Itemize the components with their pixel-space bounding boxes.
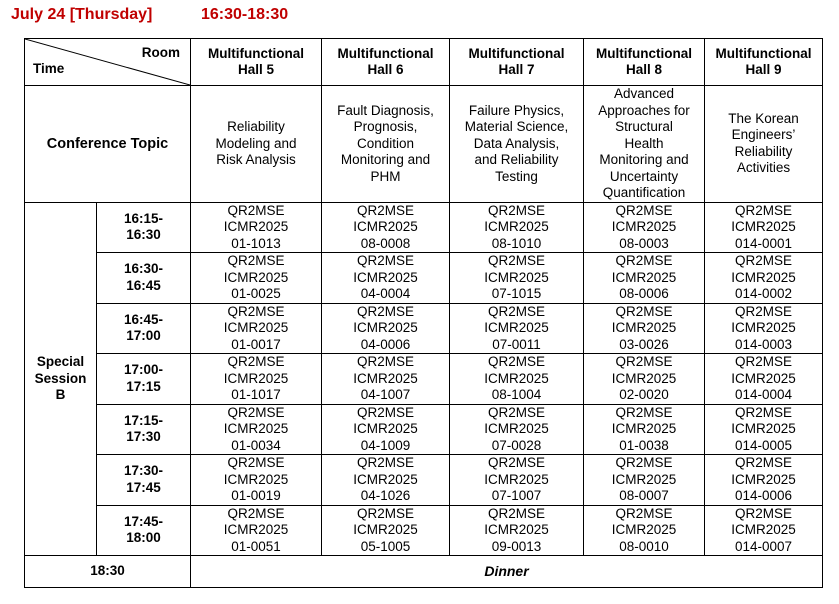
paper-prefix-line2: ICMR2025 <box>223 269 289 285</box>
paper-cell <box>450 455 584 506</box>
topic-line: Activities <box>736 160 791 176</box>
paper-cell <box>322 455 450 506</box>
paper-prefix-line2: ICMR2025 <box>223 320 289 335</box>
hall-header-line2: Hall 9 <box>745 62 782 77</box>
topic-line: Monitoring and <box>599 152 689 167</box>
paper-prefix-line1: QR2MSE <box>734 455 792 470</box>
paper-prefix-line2: ICMR2025 <box>353 471 418 487</box>
hall-header <box>191 39 322 86</box>
paper-code: 08-1004 <box>491 387 542 402</box>
paper-prefix-line1: QR2MSE <box>615 404 673 420</box>
paper-prefix-line1: QR2MSE <box>227 202 285 218</box>
paper-prefix-line1: QR2MSE <box>734 354 792 369</box>
paper-code: 08-0010 <box>619 538 669 554</box>
paper-prefix-line1: QR2MSE <box>487 404 545 420</box>
hall-header-line1: Multifunctional <box>715 45 812 61</box>
heading-time-range: 16:30-18:30 <box>201 6 289 23</box>
paper-code: 07-0011 <box>492 336 541 352</box>
paper-prefix-line1: QR2MSE <box>227 505 285 521</box>
paper-prefix-line1: QR2MSE <box>356 202 414 218</box>
topic-line: Approaches for <box>598 102 690 118</box>
paper-code: 04-1026 <box>360 488 411 503</box>
paper-prefix-line1: QR2MSE <box>615 303 673 319</box>
topic-line: Reliability <box>734 143 793 159</box>
table-row <box>25 202 823 253</box>
paper-prefix-line2: ICMR2025 <box>484 522 549 537</box>
corner-cell <box>25 39 191 86</box>
hall-header <box>584 39 705 86</box>
slot-time <box>97 354 191 405</box>
paper-cell <box>450 354 584 405</box>
session-label-line: B <box>55 387 66 402</box>
paper-prefix-line1: QR2MSE <box>227 354 285 369</box>
paper-code: 07-1015 <box>491 286 542 301</box>
paper-prefix-line2: ICMR2025 <box>611 370 677 386</box>
paper-code: 01-1017 <box>231 387 281 402</box>
paper-code: 014-0006 <box>734 488 793 503</box>
paper-cell <box>322 505 450 556</box>
paper-prefix-line2: ICMR2025 <box>353 522 418 537</box>
paper-code: 08-0008 <box>360 235 411 251</box>
topic-cell <box>191 86 322 203</box>
table-row <box>25 253 823 304</box>
paper-prefix-line2: ICMR2025 <box>353 320 418 335</box>
footer-row <box>25 556 823 588</box>
paper-cell <box>584 404 705 455</box>
paper-prefix-line1: QR2MSE <box>356 505 414 521</box>
paper-prefix-line1: QR2MSE <box>356 303 414 319</box>
topic-line: Data Analysis, <box>473 135 560 151</box>
paper-code: 04-1009 <box>360 437 411 453</box>
paper-code: 04-0004 <box>360 286 411 301</box>
paper-code: 01-1013 <box>231 235 281 251</box>
paper-code: 09-0013 <box>491 538 542 554</box>
table-row <box>25 505 823 556</box>
paper-prefix-line1: QR2MSE <box>227 303 285 319</box>
paper-prefix-line2: ICMR2025 <box>223 421 289 436</box>
slot-time-start: 16:30- <box>123 261 164 277</box>
paper-code: 04-1007 <box>360 387 411 402</box>
paper-cell <box>450 253 584 304</box>
hall-header-line1: Multifunctional <box>337 45 434 61</box>
paper-prefix-line1: QR2MSE <box>356 253 414 268</box>
paper-prefix-line1: QR2MSE <box>734 253 792 268</box>
table-row <box>25 455 823 506</box>
paper-code: 014-0001 <box>734 235 793 251</box>
hall-header-line1: Multifunctional <box>208 45 304 61</box>
table-row <box>25 404 823 455</box>
paper-cell <box>322 202 450 253</box>
paper-prefix-line1: QR2MSE <box>227 253 285 268</box>
paper-prefix-line2: ICMR2025 <box>484 471 549 487</box>
topic-line: Fault Diagnosis, <box>337 102 434 118</box>
slot-time-end: 16:45 <box>126 277 161 293</box>
paper-prefix-line1: QR2MSE <box>227 455 285 470</box>
topic-line: Condition <box>356 135 415 151</box>
paper-prefix-line1: QR2MSE <box>615 505 673 521</box>
paper-prefix-line2: ICMR2025 <box>731 370 796 386</box>
paper-cell <box>584 202 705 253</box>
paper-prefix-line2: ICMR2025 <box>731 421 796 436</box>
paper-prefix-line1: QR2MSE <box>487 202 545 218</box>
paper-prefix-line2: ICMR2025 <box>731 320 796 335</box>
paper-code: 01-0034 <box>231 437 281 453</box>
paper-prefix-line2: ICMR2025 <box>611 522 677 537</box>
paper-cell <box>322 253 450 304</box>
paper-prefix-line2: ICMR2025 <box>731 269 796 285</box>
slot-time-start: 17:30- <box>123 463 164 479</box>
paper-prefix-line2: ICMR2025 <box>353 219 418 234</box>
paper-prefix-line2: ICMR2025 <box>353 370 418 386</box>
paper-prefix-line2: ICMR2025 <box>731 522 796 537</box>
slot-time <box>97 303 191 354</box>
paper-code: 014-0002 <box>734 286 793 301</box>
dinner-time: 18:30 <box>25 556 191 588</box>
paper-cell <box>450 505 584 556</box>
paper-cell <box>705 354 823 405</box>
paper-cell <box>191 202 322 253</box>
paper-cell <box>191 505 322 556</box>
slot-time-start: 17:00- <box>123 362 164 378</box>
topic-line: Prognosis, <box>353 119 418 134</box>
topic-line: Health <box>624 135 664 151</box>
topic-line: Testing <box>495 168 538 184</box>
hall-header-line2: Hall 8 <box>625 62 663 77</box>
paper-cell <box>584 505 705 556</box>
paper-prefix-line2: ICMR2025 <box>223 522 289 537</box>
slot-time-end: 16:30 <box>126 227 161 243</box>
paper-prefix-line2: ICMR2025 <box>223 471 289 487</box>
topic-row <box>25 86 823 203</box>
paper-prefix-line2: ICMR2025 <box>223 219 289 234</box>
paper-cell <box>705 202 823 253</box>
dinner-label: Dinner <box>191 556 823 588</box>
slot-time-start: 17:15- <box>123 412 164 428</box>
paper-prefix-line2: ICMR2025 <box>611 320 677 335</box>
topic-line: Uncertainty <box>609 168 679 184</box>
conference-topic-label: Conference Topic <box>25 86 191 203</box>
slot-time <box>97 404 191 455</box>
paper-cell <box>450 404 584 455</box>
hall-header-line2: Hall 6 <box>367 62 404 77</box>
slot-time-start: 17:45- <box>123 513 164 529</box>
room-label: Room <box>141 45 180 60</box>
paper-code: 07-1007 <box>491 488 542 503</box>
paper-prefix-line1: QR2MSE <box>487 303 545 319</box>
paper-code: 01-0019 <box>231 488 281 503</box>
paper-prefix-line1: QR2MSE <box>356 354 414 369</box>
paper-code: 08-0007 <box>619 488 669 503</box>
topic-line: Monitoring and <box>340 152 431 167</box>
paper-prefix-line2: ICMR2025 <box>484 219 549 234</box>
page-heading <box>11 6 288 28</box>
paper-prefix-line2: ICMR2025 <box>484 370 549 386</box>
slot-time <box>97 202 191 253</box>
paper-code: 014-0005 <box>734 437 793 453</box>
paper-prefix-line1: QR2MSE <box>615 253 673 268</box>
slot-time-start: 16:15- <box>123 210 164 226</box>
paper-cell <box>584 253 705 304</box>
paper-cell <box>322 303 450 354</box>
paper-prefix-line2: ICMR2025 <box>484 320 549 335</box>
topic-line: PHM <box>370 168 401 184</box>
paper-prefix-line2: ICMR2025 <box>484 269 549 285</box>
topic-line: Quantification <box>602 185 686 200</box>
paper-cell <box>191 455 322 506</box>
paper-cell <box>705 303 823 354</box>
paper-prefix-line1: QR2MSE <box>487 253 545 268</box>
paper-prefix-line1: QR2MSE <box>487 455 545 470</box>
slot-rows <box>25 202 823 556</box>
paper-prefix-line1: QR2MSE <box>615 202 673 218</box>
topic-cell <box>322 86 450 203</box>
paper-prefix-line1: QR2MSE <box>487 505 545 521</box>
slot-time <box>97 253 191 304</box>
session-label-line: Special <box>36 354 85 369</box>
paper-prefix-line1: QR2MSE <box>615 455 673 470</box>
topic-line: Material Science, <box>464 119 569 134</box>
paper-prefix-line1: QR2MSE <box>734 303 792 319</box>
paper-prefix-line2: ICMR2025 <box>611 219 677 234</box>
heading-date: July 24 [Thursday] <box>11 6 153 23</box>
slot-time-end: 17:00 <box>126 328 161 344</box>
paper-prefix-line2: ICMR2025 <box>611 471 677 487</box>
paper-cell <box>584 455 705 506</box>
paper-code: 03-0026 <box>619 336 669 352</box>
paper-prefix-line2: ICMR2025 <box>353 421 418 436</box>
paper-code: 08-0003 <box>619 235 669 251</box>
paper-code: 08-1010 <box>491 235 542 251</box>
paper-prefix-line1: QR2MSE <box>734 202 792 218</box>
paper-cell <box>191 253 322 304</box>
topic-line: The Korean <box>728 110 799 126</box>
paper-prefix-line1: QR2MSE <box>734 505 792 521</box>
paper-code: 02-0020 <box>619 387 669 402</box>
paper-cell <box>705 505 823 556</box>
paper-code: 05-1005 <box>360 538 411 554</box>
hall-header-line1: Multifunctional <box>596 45 692 61</box>
hall-header <box>450 39 584 86</box>
paper-code: 014-0004 <box>734 387 793 402</box>
paper-code: 01-0025 <box>231 286 281 301</box>
paper-code: 07-0028 <box>491 437 542 453</box>
paper-code: 04-0006 <box>360 336 411 352</box>
paper-prefix-line1: QR2MSE <box>615 354 673 369</box>
paper-prefix-line2: ICMR2025 <box>731 471 796 487</box>
slot-time-start: 16:45- <box>123 311 164 327</box>
paper-cell <box>322 404 450 455</box>
topic-line: Advanced <box>613 86 675 101</box>
hall-header-line1: Multifunctional <box>468 45 565 61</box>
paper-cell <box>322 354 450 405</box>
paper-cell <box>450 303 584 354</box>
paper-prefix-line2: ICMR2025 <box>484 421 549 436</box>
session-label-line: Session <box>34 370 87 386</box>
paper-cell <box>584 303 705 354</box>
paper-prefix-line2: ICMR2025 <box>223 370 289 386</box>
time-label: Time <box>33 60 65 76</box>
paper-code: 014-0007 <box>734 538 793 554</box>
topic-line: Engineers’ <box>731 127 796 143</box>
paper-prefix-line2: ICMR2025 <box>731 219 796 234</box>
paper-prefix-line1: QR2MSE <box>734 404 792 420</box>
paper-code: 01-0051 <box>231 538 281 554</box>
paper-code: 014-0003 <box>734 336 793 352</box>
slot-time-end: 17:15 <box>126 378 161 394</box>
table-row <box>25 303 823 354</box>
paper-prefix-line1: QR2MSE <box>227 404 285 420</box>
schedule-table <box>24 38 823 588</box>
paper-cell <box>191 404 322 455</box>
topic-line: Risk Analysis <box>216 152 296 167</box>
paper-prefix-line1: QR2MSE <box>487 354 545 369</box>
paper-prefix-line1: QR2MSE <box>356 455 414 470</box>
slot-time-end: 18:00 <box>126 530 161 546</box>
slot-time <box>97 455 191 506</box>
hall-header <box>705 39 823 86</box>
paper-code: 08-0006 <box>619 286 669 301</box>
topic-line: Failure Physics, <box>468 102 565 118</box>
paper-cell <box>450 202 584 253</box>
paper-cell <box>191 354 322 405</box>
topic-line: Reliability <box>227 119 285 134</box>
table-row <box>25 354 823 405</box>
slot-time-end: 17:45 <box>126 479 161 495</box>
header-row <box>25 39 823 86</box>
topic-line: Modeling and <box>215 135 297 151</box>
hall-header-line2: Hall 7 <box>498 62 535 77</box>
topic-cell <box>584 86 705 203</box>
topic-line: Structural <box>615 119 673 134</box>
topic-cell <box>705 86 823 203</box>
paper-prefix-line2: ICMR2025 <box>353 269 418 285</box>
paper-prefix-line2: ICMR2025 <box>611 269 677 285</box>
paper-prefix-line2: ICMR2025 <box>611 421 677 436</box>
paper-cell <box>191 303 322 354</box>
hall-header <box>322 39 450 86</box>
hall-header-line2: Hall 5 <box>237 62 275 77</box>
topic-cell <box>450 86 584 203</box>
paper-cell <box>584 354 705 405</box>
paper-cell <box>705 253 823 304</box>
slot-time <box>97 505 191 556</box>
paper-code: 01-0017 <box>231 336 281 352</box>
topic-line: and Reliability <box>474 152 559 167</box>
slot-time-end: 17:30 <box>126 429 161 445</box>
paper-cell <box>705 455 823 506</box>
session-label <box>25 202 97 556</box>
paper-cell <box>705 404 823 455</box>
paper-code: 01-0038 <box>619 437 669 453</box>
paper-prefix-line1: QR2MSE <box>356 404 414 420</box>
